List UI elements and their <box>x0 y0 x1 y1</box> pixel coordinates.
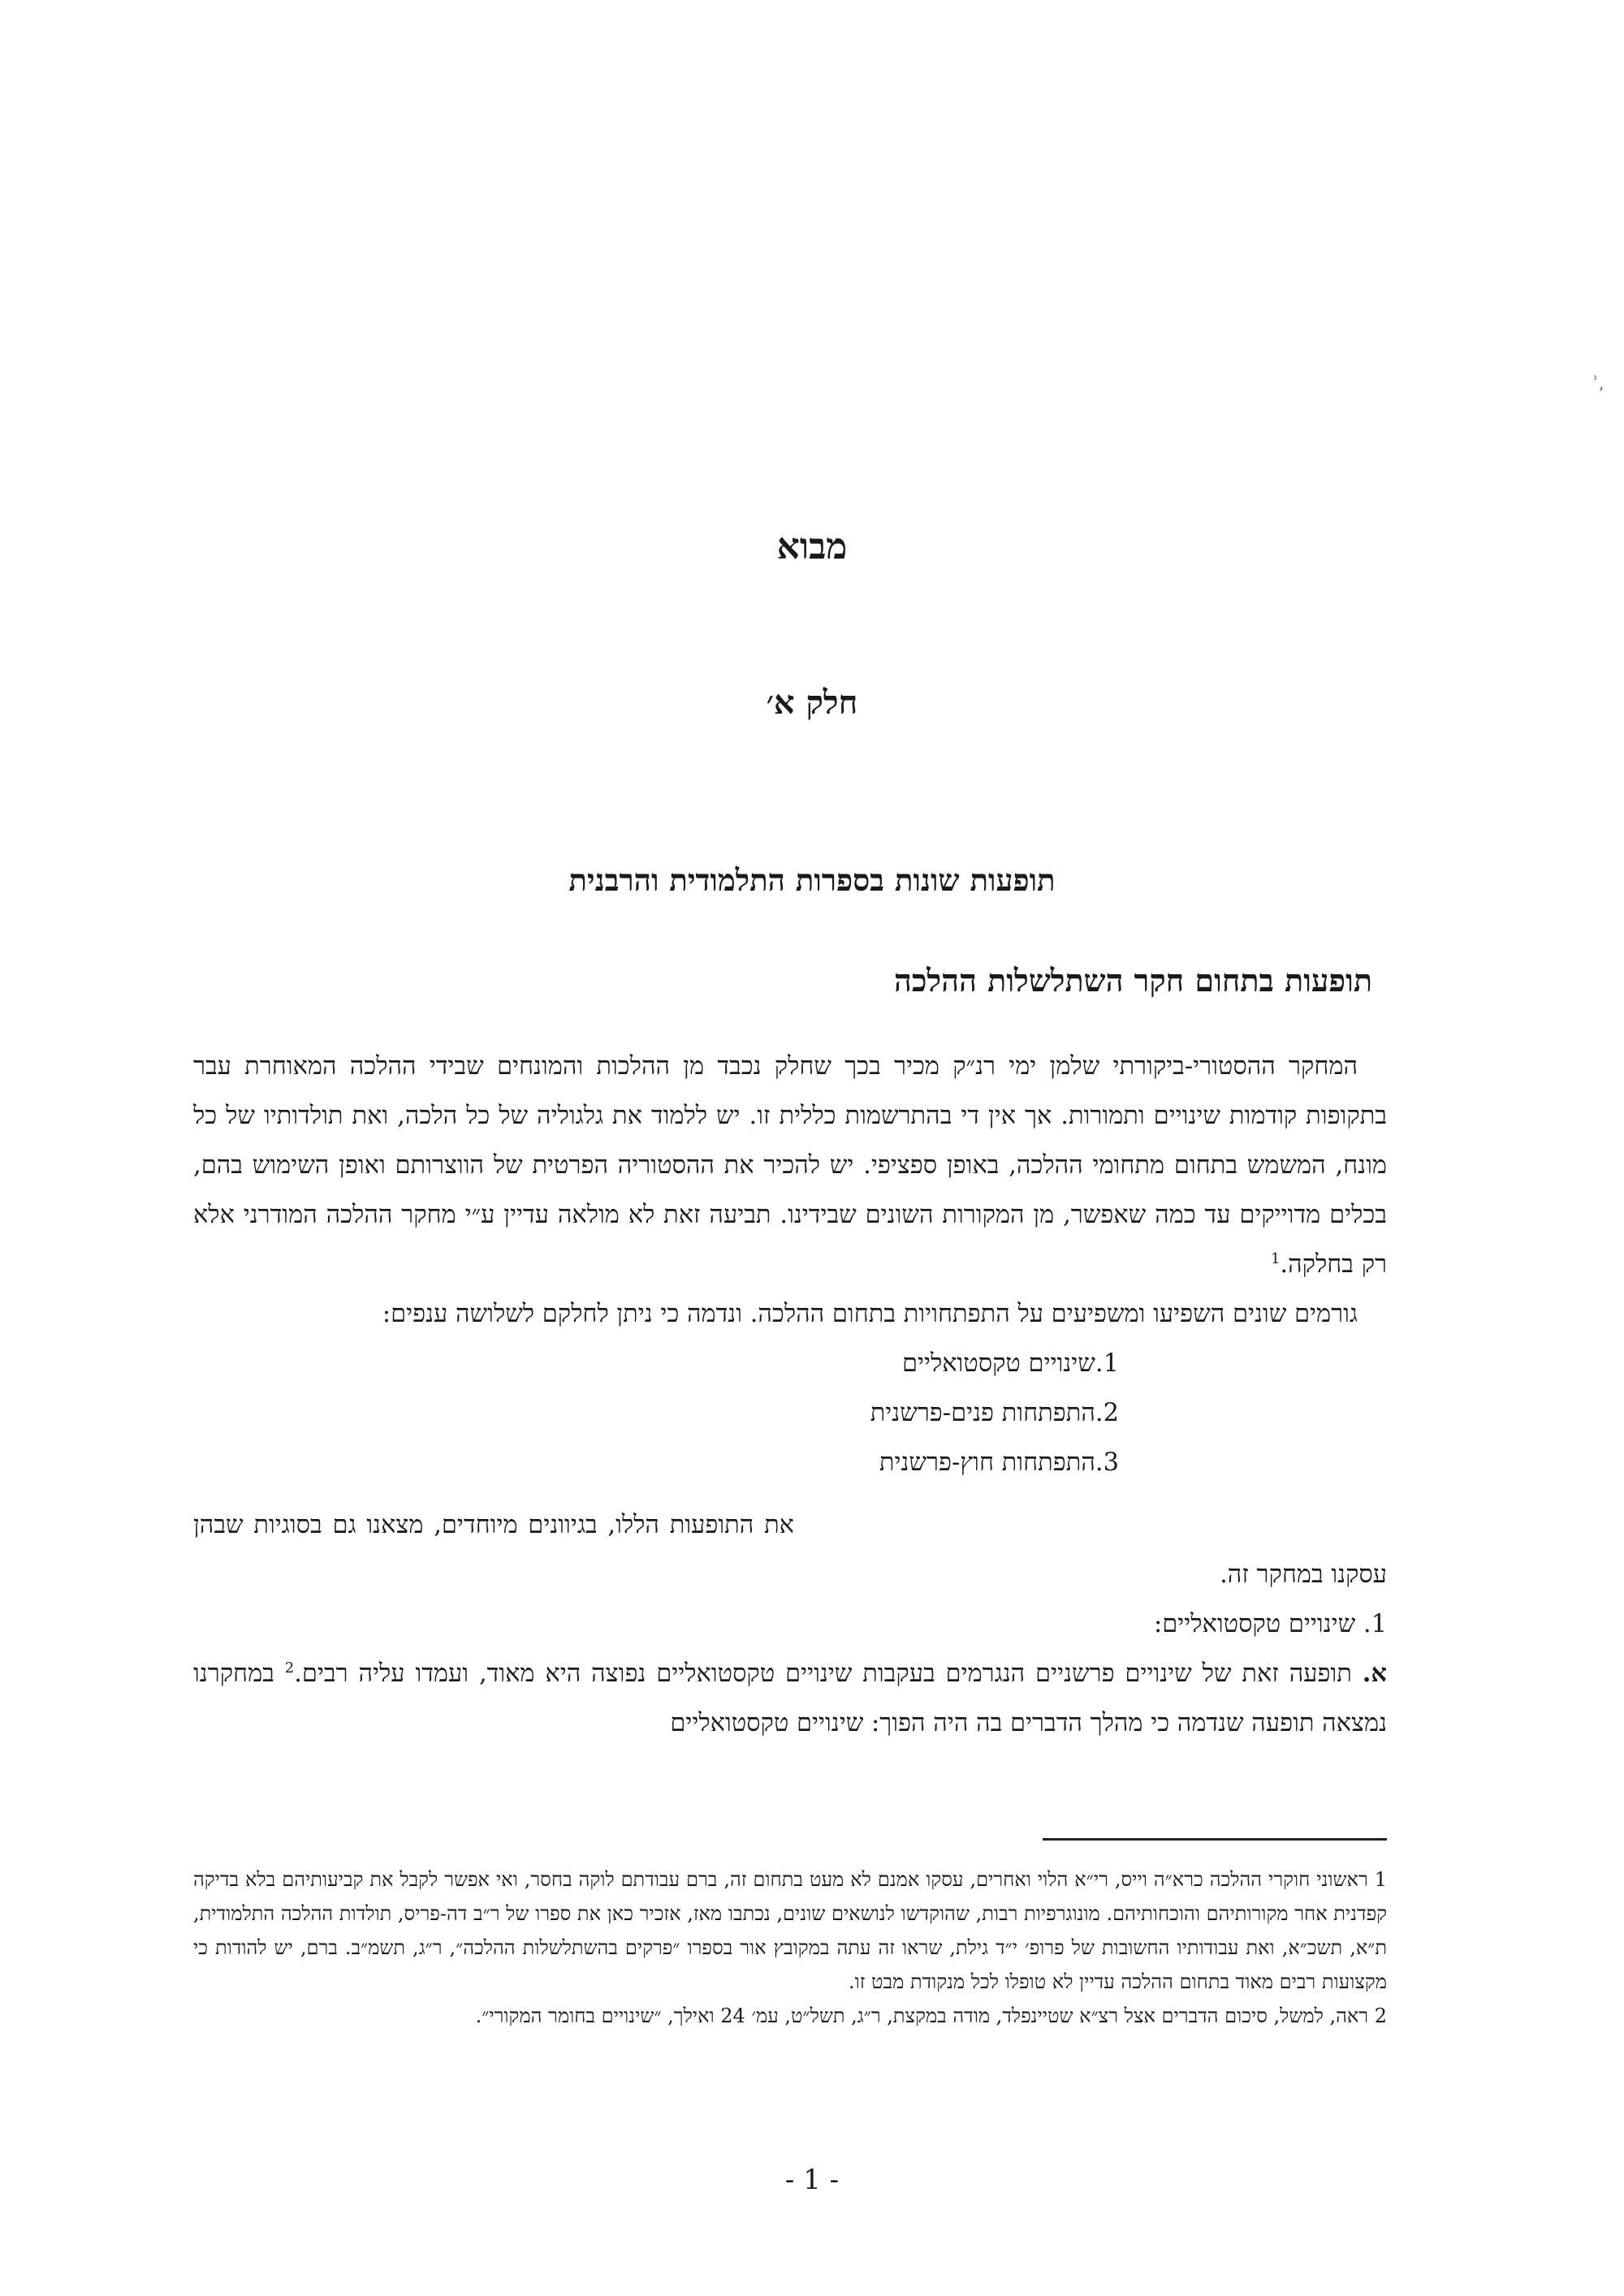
paragraph-3: את התופעות הללו, בגיוונים מיוחדים, מצאנו גם בסוגיות שבהן עסקנו במחקר זה. <box>193 1511 1387 1589</box>
paragraph-1-text: המחקר ההסטורי-ביקורתי שלמן ימי רנ״ק מכיר בכך שחלק נכבד מן ההלכות והמונחים שבידי ההלכה המאוחרת עבר בתקופות קודמות שינויים ותמורות. אך אין די בהתרשמות כללית זו. יש ללמוד את גלגוליה של כל הלכה, ואת תולדותיו של כל מונח, המשמש בתחום מתחומי ההלכה, באופן ספציפי. יש להכיר את ההסטוריה הפרטית של הווצרותם ואופן השימוש בהם, בכלים מדוייקים עד כמה שאפשר, מן המקורות השונים שבידינו. תביעה זאת לא מולאה עדיין ע״י מחקר ההלכה המודרני אלא רק בחלקה. <box>193 1052 1387 1279</box>
branch-list <box>193 1339 1119 1487</box>
paragraph-2: גורמים שונים השפיעו ומשפיעים על התפתחויות בתחום ההלכה. ונדמה כי ניתן לחלקם לשלושה ענפים: <box>382 1300 1358 1328</box>
body-text <box>193 1042 1387 1748</box>
footnote-1: 1 ראשוני חוקרי ההלכה כרא״ה וייס, רי״א הלוי ואחרים, עסקו אמנם לא מעט בתחום זה, ברם עבודתם לוקה בחסר, ואי אפשר לקבל את קביעותיהם בלא בדיקה קפדנית אחר מקורותיהם והוכחותיהם. מונוגרפיות רבות, שהוקדשו לנושאים שונים, נכתבו מאז, אזכיר כאן את ספרו של ר״ב דה-פריס, תולדות ההלכה התלמודית, ת״א, תשכ״א, ואת עבודותיו החשובות של פרופ׳ י״ד גילת, שראו זה עתה במקובץ אור בספרו ״פרקים בהשתלשלות ההלכה״, ר״ג, תשמ״ב. ברם, יש להודות כי מקצועות רבים מאוד בתחום ההלכה עדיין לא טופלו לכל מנקודת מבט זו. <box>193 1868 1387 1993</box>
list-item: 3.התפתחות חוץ-פרשנית <box>879 1448 1119 1477</box>
scan-artifact: ʾ, <box>1593 373 1605 394</box>
point-a-text-2: במחקרנו נמצאה תופעה שנדמה כי מהלך הדברים בה היה הפוך: שינויים טקסטואליים <box>193 1659 1387 1737</box>
section-heading: תופעות בתחום חקר השתלשלות ההלכה <box>894 962 1372 999</box>
point-a-label: א. <box>1362 1659 1387 1688</box>
subsection-heading: 1. שינויים טקסטואליים: <box>1153 1610 1387 1638</box>
point-a-text-1: תופעה זאת של שינויים פרשניים הנגרמים בעקבות שינויים טקסטואליים נפוצה היא מאוד, ועמדו עליה רבים. <box>294 1659 1352 1688</box>
point-a <box>193 1649 1387 1748</box>
footnotes <box>193 1862 1387 2033</box>
part-title: חלק א׳ <box>766 684 858 722</box>
paragraph-1 <box>193 1042 1387 1289</box>
page-number: - 1 - <box>784 2164 840 2196</box>
subtitle: תופעות שונות בספרות התלמודית והרבנית <box>568 862 1056 898</box>
chapter-title: מבוא <box>776 526 848 568</box>
list-item: 1.שינויים טקסטואליים <box>901 1349 1119 1378</box>
footnote-ref-1: 1 <box>1270 1249 1281 1267</box>
footnote-2: 2 ראה, למשל, סיכום הדברים אצל רצ״א שטיינפלד, מודה במקצת, ר״ג, תשל״ט, עמ׳ 24 ואילך, ״שינויים בחומר המקורי״. <box>475 2005 1387 2027</box>
list-item: 2.התפתחות פנים-פרשנית <box>870 1399 1119 1427</box>
footnote-ref-2: 2 <box>284 1659 295 1677</box>
footnote-divider <box>1043 1838 1387 1841</box>
